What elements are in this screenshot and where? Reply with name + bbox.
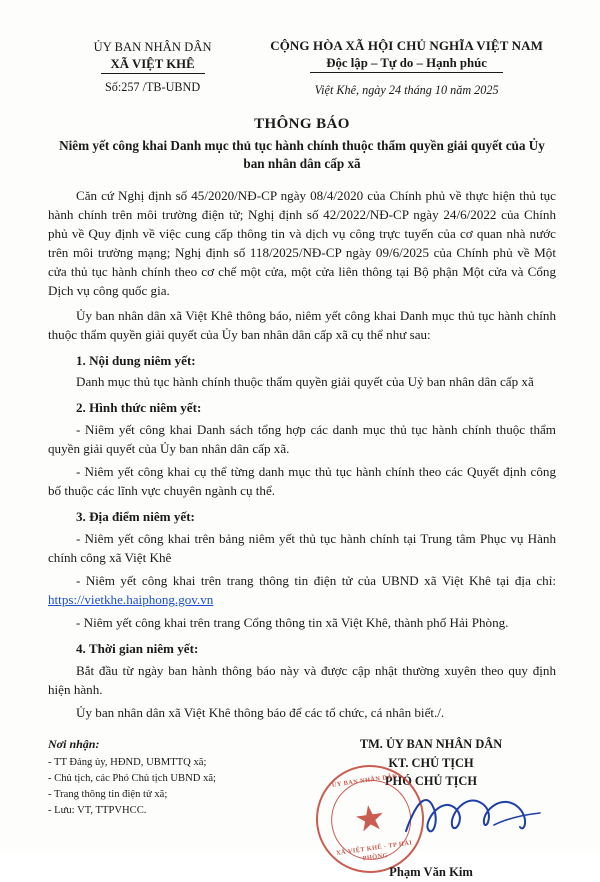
recipients-title: Nơi nhận:	[48, 737, 100, 752]
section-1-title: 1. Nội dung niêm yết:	[76, 352, 196, 368]
section-3-title: 3. Địa điểm niêm yết:	[76, 509, 195, 525]
page-title: THÔNG BÁO	[254, 116, 350, 132]
seal-text-bottom: XÃ VIỆT KHÊ - TP HẢI PHÒNG	[335, 839, 413, 863]
section-4-text: Bắt đầu từ ngày ban hành thông báo này và được cập nhật thường xuyên theo quy định hiện hành.	[48, 663, 556, 698]
section-3-item-1: - Niêm yết công khai trên bảng niêm yết thủ tục hành chính tại Trung tâm Phục vụ Hành chính công xã Việt Khê	[48, 531, 556, 566]
issuing-authority-block	[48, 38, 257, 95]
list-item: - Lưu: VT, TTPVHCC.	[48, 804, 147, 816]
paragraph-announcement: Ủy ban nhân dân xã Việt Khê thông báo, niêm yết công khai Danh mục thủ tục hành chính thuộc thẩm quyền giải quyết của Ủy ban nhân dân cấp xã cụ thể như sau:	[48, 307, 556, 342]
section-3-item-2	[48, 572, 556, 610]
issuing-authority-line1: ỦY BAN NHÂN DÂN	[93, 40, 212, 54]
section-3-item-2-text: - Niêm yết công khai trên trang thông tin điện tử của UBND xã Việt Khê tại địa chỉ:	[76, 573, 556, 589]
place-and-date: Việt Khê, ngày 24 tháng 10 năm 2025	[314, 83, 499, 97]
title-block	[48, 116, 556, 173]
national-motto: Độc lập – Tự do – Hạnh phúc	[310, 56, 503, 73]
section-4-title: 4. Thời gian niêm yết:	[76, 641, 199, 657]
national-heading-block	[257, 38, 556, 98]
seal-star-icon: ★	[353, 799, 387, 839]
recipients-block	[48, 735, 298, 882]
signature-area	[48, 735, 556, 882]
list-item: - Chủ tịch, các Phó Chủ tịch UBND xã;	[48, 773, 217, 785]
section-2-item-2: - Niêm yết công khai cụ thể từng danh mục thủ tục hành chính theo các Quyết định công bố thuộc các lĩnh vực chuyên ngành cụ thể.	[48, 464, 556, 499]
document-header	[48, 38, 556, 98]
page-subtitle: Niêm yết công khai Danh mục thủ tục hành chính thuộc thẩm quyền giải quyết của Ủy ban nhân dân cấp xã	[59, 138, 545, 171]
issuing-authority-line2: XÃ VIỆT KHÊ	[101, 57, 205, 74]
document-body	[48, 187, 556, 724]
portal-link[interactable]: https://vietkhe.haiphong.gov.vn	[48, 592, 214, 608]
signer-block	[306, 735, 556, 882]
document-number: Số:257 /TB-UBND	[105, 80, 201, 94]
paragraph-legal-basis: Căn cứ Nghị định số 45/2020/NĐ-CP ngày 08/4/2020 của Chính phủ về thực hiện thủ tục hành chính trên môi trường điện tử; Nghị định số 42/2022/NĐ-CP ngày 24/6/2022 của Chính phủ về Quy định về việc cung cấp thông tin và dịch vụ công trực tuyến của cơ quan nhà nước trên môi trường mạng; Nghị định số 118/2025/NĐ-CP ngày 09/6/2025 của Chính phủ về Một cửa thủ tục hành chính theo cơ chế một cửa, một cửa liên thông tại Bộ phận Một cửa và Cổng Dịch vụ công quốc gia.	[48, 187, 556, 298]
closing-paragraph: Ủy ban nhân dân xã Việt Khê thông báo để các tổ chức, cá nhân biết./.	[76, 705, 445, 721]
section-1-text: Danh mục thủ tục hành chính thuộc thẩm quyền giải quyết của Uỷ ban nhân dân cấp xã	[76, 374, 534, 390]
section-2-title: 2. Hình thức niêm yết:	[76, 400, 202, 416]
signer-name: Phạm Văn Kim	[389, 865, 473, 880]
list-item: - Trang thông tin điện tử xã;	[48, 789, 168, 801]
section-2-item-1: - Niêm yết công khai Danh sách tổng hợp các danh mục thủ tục hành chính thuộc thẩm quyền giải quyết của Ủy ban nhân dân cấp xã.	[48, 422, 556, 457]
recipients-list	[48, 755, 298, 819]
national-title: CỘNG HÒA XÃ HỘI CHỦ NGHĨA VIỆT NAM	[270, 38, 543, 53]
signer-line-1: TM. ỦY BAN NHÂN DÂN	[359, 737, 503, 752]
section-3-item-3: - Niêm yết công khai trên trang Cổng thông tin xã Việt Khê, thành phố Hải Phòng.	[76, 615, 509, 631]
signer-line-3: PHÓ CHỦ TỊCH	[384, 774, 478, 789]
signer-line-2: KT. CHỦ TỊCH	[388, 755, 474, 770]
seal-text-top: ỦY BAN NHÂN DÂN	[331, 773, 398, 790]
list-item: - TT Đảng ủy, HĐND, UBMTTQ xã;	[48, 757, 207, 769]
